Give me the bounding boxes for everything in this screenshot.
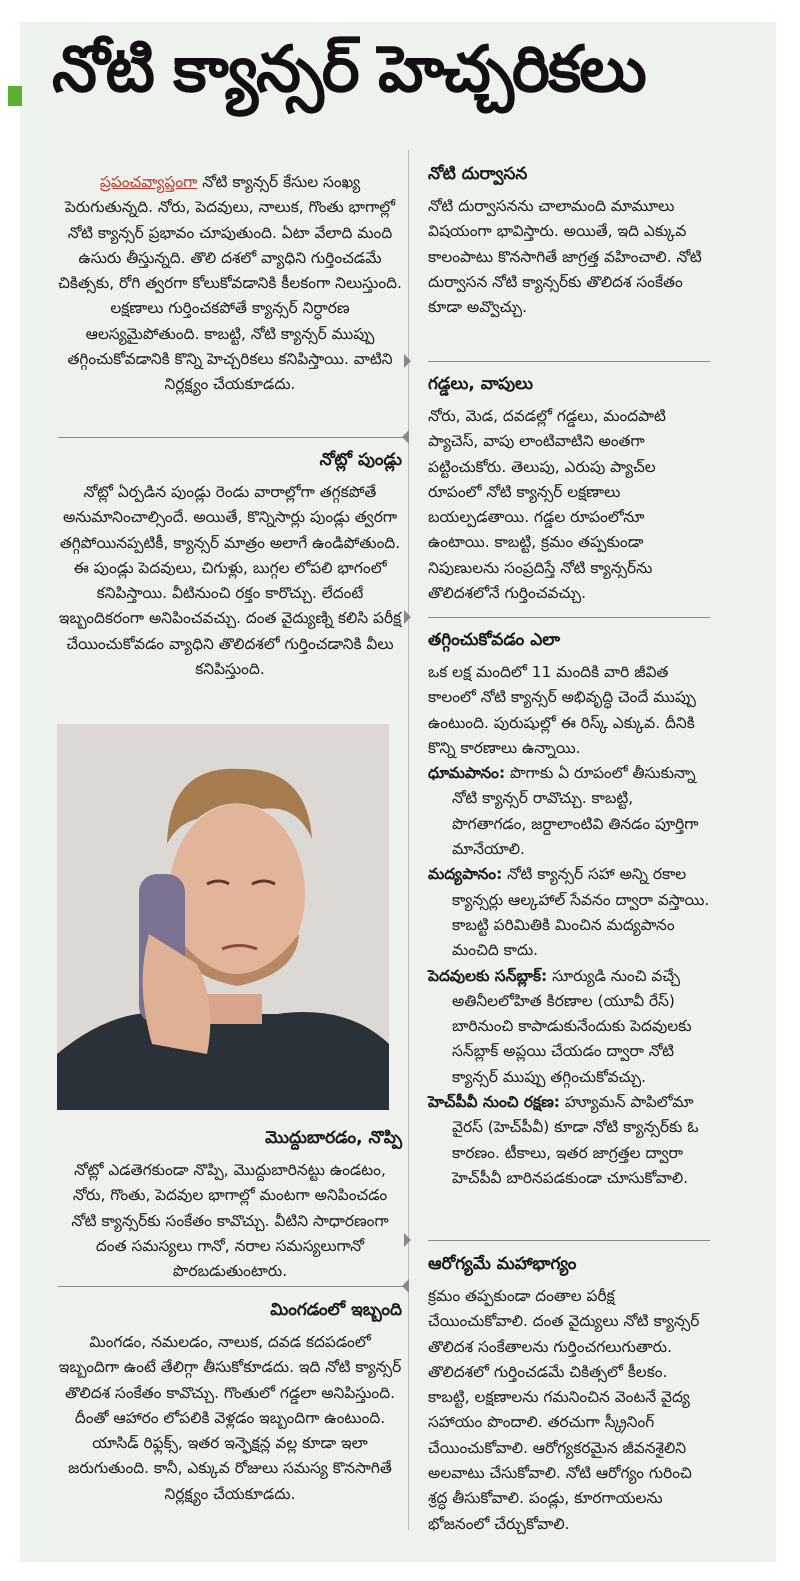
body-sores: నోట్లో ఏర్పడిన పుండ్లు రెండు వారాల్లోగా తగ్గకపోతే అనుమానించాల్సిందే. అయితే, కొన్నిసార్లు పుండ్లు త్వరగా తగ్గిపోయినప్పటికీ, క్యాన్సర్ మాత్రం అలాగే ఉండిపోతుంది. ఈ పుండ్లు పెదవులు, చిగుళ్లు, బుగ్గల లోపలి భాగంలో కనిపిస్తాయి. వీటినుంచి రక్తం కారొచ్చు. లేదంటే ఇబ్బందికరంగా అనిపించవచ్చు. దంత వైద్యుణ్ని కలిసి పరీక్ష చేయించుకోవడం వ్యాధిని తొలిదశలో గుర్తించడానికి వీలు కనిపిస్తుంది.: [58, 483, 402, 679]
prevent-item: [428, 862, 710, 963]
body-lumps: నోరు, మెడ, దవడల్లో గడ్డలు, మందపాటి ప్యాచెస్, వాపు లాంటివాటిని అంతగా పట్టించుకోరు. తెలుపు, ఎరుపు ప్యాచ్‌ల రూపంలో నోటి క్యాన్సర్ లక్షణాలు బయల్పడతాయి. గడ్డల రూపంలోనూ ఉంటాయి. కాబట్టి, క్రమం తప్పకుండా నిపుణులను సంప్రదిస్తే నోటి క్యాన్సర్‌ను తొలిదశలోనే గుర్తించవచ్చు.: [428, 407, 666, 603]
prevent-item-label: ధూమపానం:: [428, 764, 506, 783]
section-rule: [58, 1286, 406, 1287]
section-numbness: [58, 1124, 402, 1284]
rule-notch: [402, 430, 409, 444]
rule-notch: [404, 1233, 411, 1247]
section-lumps: [428, 370, 710, 606]
body-swallowing: మింగడం, నమలడం, నాలుక, దవడ కదపడంలో ఇబ్బందిగా ఉంటే తేలిగ్గా తీసుకోకూడదు. ఇది నోటి క్యాన్సర్ తొలిదశ సంకేతం కావొచ్చు. గొంతులో గడ్డలా అనిపిస్తుంది. దీంతో ఆహారం లోపలికి వెళ్లడం ఇబ్బందిగా ఉంటుంది. యాసిడ్ రిఫ్లక్స్, ఇతర ఇన్ఫెక్షన్ల వల్ల కూడా ఇలా జరుగుతుంది. కానీ, ఎక్కువ రోజులు సమస్య కొనసాగితే నిర్లక్ష్యం చేయకూడదు.: [58, 1333, 402, 1503]
section-prevent: [428, 626, 710, 1191]
heading-numbness: మొద్దుబారడం, నొప్పి: [265, 1128, 402, 1148]
body-health: క్రమం తప్పకుండా దంతాల పరీక్ష చేయించుకోవాలి. దంత వైద్యులు నోటి క్యాన్సర్ తొలిదశ సంకేతాలను గుర్తించగలుగుతారు. తొలిదశలో గుర్తించడమే చికిత్సలో కీలకం. కాబట్టి, లక్షణాలను గమనించిన వెంటనే వైద్య సహాయం పొందాలి. తరచుగా స్క్రీనింగ్ చేయించుకోవాలి. ఆరోగ్యకరమైన జీవనశైలిని అలవాటు చేసుకోవాలి. నోటి ఆరోగ్యం గురించి శ్రద్ధ తీసుకోవాలి. పండ్లు, కూరగాయలను భోజనంలో చేర్చుకోవాలి.: [428, 1287, 700, 1533]
photo-illustration: [57, 724, 389, 1110]
heading-breath: నోటి దుర్వాసన: [428, 164, 528, 184]
heading-sores: నోట్లో పుండ్లు: [319, 450, 402, 470]
heading-lumps: గడ్డలు, వాపులు: [428, 374, 533, 394]
heading-prevent: తగ్గించుకోవడం ఎలా: [428, 630, 561, 650]
body-prevent-intro: ఒక లక్ష మందిలో 11 మందికి వారి జీవిత కాలంలో నోటి క్యాన్సర్ అభివృద్ధి చెందే ముప్పు ఉంటుంది. పురుషుల్లో ఈ రిస్క్ ఎక్కువ. దీనికి కొన్ని కారణాలు ఉన్నాయి.: [428, 663, 696, 757]
prevent-item-text: సూర్యుడి నుంచి వచ్చే అతినీలలోహిత కిరణాల (యూవీ రేస్) బారినుంచి కాపాడుకునేందుకు పెదవులకు సన్‌బ్లాక్ అప్లయి చేయడం ద్వారా నోటి క్యాన్సర్ ముప్పు తగ్గించుకోవచ్చు.: [452, 966, 692, 1086]
heading-swallowing: మింగడంలో ఇబ్బంది: [270, 1300, 402, 1320]
page-title: నోటి క్యాన్సర్ హెచ్చరికలు: [52, 33, 645, 107]
section-health: [428, 1250, 710, 1537]
section-swallowing: [58, 1296, 402, 1507]
section-breath: [428, 160, 710, 320]
prevent-item-label: పెదవులకు సన్‌బ్లాక్:: [428, 966, 548, 985]
body-breath: నోటి దుర్వాసనను చాలామంది మామూలు విషయంగా భావిస్తారు. అయితే, ఇది ఎక్కువ కాలంపాటు కొనసాగితే జాగ్రత్త వహించాలి. నోటి దుర్వాసన నోటి క్యాన్సర్‌కు తొలిదశ సంకేతం కూడా అవ్వొచ్చు.: [428, 197, 702, 317]
prevent-item: [428, 761, 710, 862]
lead-word: ప్రపంచవ్యాప్తంగా: [99, 173, 198, 191]
rule-notch: [402, 1279, 409, 1293]
section-rule: [58, 437, 406, 438]
body-numbness: నోట్లో ఎడతెగకుండా నొప్పి, మొద్దుబారినట్టు ఉండటం, నోరు, గొంతు, పెదవుల భాగాల్లో మంటగా అనిపించడం నోటి క్యాన్సర్‌కు సంకేతం కావొచ్చు. వీటిని సాధారణంగా దంత సమస్యలు గానో, నరాల సమస్యలుగానో పొరబడుతుంటారు.: [71, 1161, 389, 1281]
rule-notch: [404, 610, 411, 624]
heading-health: ఆరోగ్యమే మహాభాగ్యం: [428, 1254, 577, 1274]
prevent-item: [428, 1090, 710, 1191]
section-rule: [428, 617, 710, 618]
man-holding-cheek-photo: [57, 724, 389, 1110]
prevent-item-label: మద్యపానం:: [428, 865, 503, 884]
section-sores: [58, 446, 402, 682]
title-accent-bar: [8, 86, 22, 106]
prevent-item-text: పొగాకు ఏ రూపంలో తీసుకున్నా నోటి క్యాన్సర్ రావొచ్చు. కాబట్టి, పొగతాగడం, జర్దాలాంటివి తినడం పూర్తిగా మానేయాలి.: [452, 764, 699, 859]
section-rule: [428, 361, 710, 362]
rule-notch: [404, 354, 411, 368]
prevent-item-text: హ్యూమన్ పాపిలోమా వైరస్ (హెచ్‌పీవీ) కూడా నోటి క్యాన్సర్‌కు ఓ కారణం. టీకాలు, ఇతర జాగ్రత్తల ద్వారా హెచ్‌పీవీ బారినపడకుండా చూసుకోవాలి.: [452, 1093, 699, 1187]
prevent-item-text: నోటి క్యాన్సర్ సహా అన్ని రకాల క్యాన్సర్లు ఆల్కహాల్ సేవనం ద్వారా వస్తాయి. కాబట్టి పరిమితికి మించిన మద్యపానం మంచిది కాదు.: [452, 865, 710, 960]
intro-paragraph: [58, 170, 402, 398]
intro-text: నోటి క్యాన్సర్ కేసుల సంఖ్య పెరుగుతున్నది. నోరు, పెదవులు, నాలుక, గొంతు భాగాల్లో నోటి క్యాన్సర్ ప్రభావం చూపుతుంది. ఏటా వేలాది మంది ఉసురు తీస్తున్నది. తొలి దశలో వ్యాధిని గుర్తించడమే చికిత్సకు, రోగి త్వరగా కోలుకోవడానికి కీలకంగా నిలుస్తుంది. లక్షణాలు గుర్తించకపోతే క్యాన్సర్ నిర్ధారణ ఆలస్యమైపోతుంది. కాబట్టి, నోటి క్యాన్సర్ ముప్పు తగ్గించుకోవడానికి కొన్ని హెచ్చరికలు కనిపిస్తాయి. వాటిని నిర్లక్ష్యం చేయకూడదు.: [58, 173, 402, 394]
prevent-item: [428, 964, 710, 1090]
section-rule: [428, 1240, 710, 1241]
prevent-item-label: హెచ్‌పీవీ నుంచి రక్షణ:: [428, 1093, 560, 1112]
